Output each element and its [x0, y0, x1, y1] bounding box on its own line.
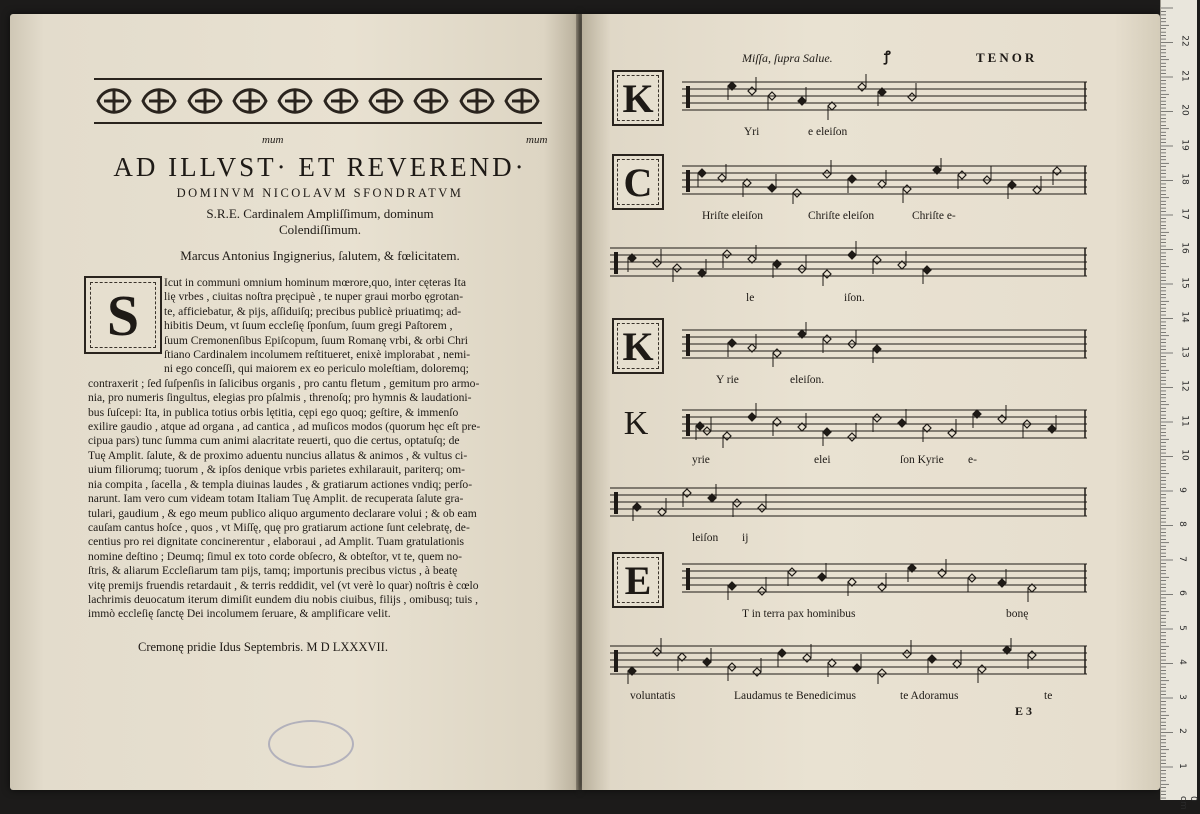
note-head — [848, 251, 856, 259]
lyric-text: Hriſte eleiſon — [702, 210, 763, 222]
note-head — [898, 419, 906, 427]
text-line: exilire gaudio , atque ad organa , ad cantica , ad muſicos modos (quorum hęc eſt pre- — [88, 420, 481, 434]
music-staff — [682, 158, 1087, 204]
note-head — [823, 335, 831, 343]
decorated-initial: C — [612, 154, 664, 210]
note-head — [673, 264, 681, 272]
ornament-icon — [275, 84, 315, 118]
note-head — [653, 259, 661, 267]
note-head — [768, 184, 776, 192]
note-head — [748, 413, 756, 421]
ruler-number: 14 — [1179, 311, 1190, 323]
open-book — [10, 14, 1160, 790]
text-line: bus ſuſcepi: Ita, in publica totius orbis lętitia, cępi ego quoq; geſtire, & immenſo — [88, 405, 459, 419]
note-head — [753, 668, 761, 676]
running-head: Miſſa, ſupra Salue. — [742, 51, 833, 65]
note-head — [878, 669, 886, 677]
note-head — [823, 428, 831, 436]
clef-mark — [686, 86, 690, 108]
ornament-icon — [502, 84, 542, 118]
lyric-text: Y rie — [716, 374, 739, 386]
note-head — [873, 345, 881, 353]
note-head — [848, 433, 856, 441]
ruler-number: 15 — [1179, 276, 1190, 289]
decorated-initial: K — [612, 318, 664, 374]
note-head — [758, 587, 766, 595]
clef-mark — [614, 252, 618, 274]
ruler-number: 16 — [1179, 242, 1190, 254]
text-line: uium filiorumq; tuorum , & ipſos denique vrbis parietes exhilarauit, pariterq; om- — [88, 463, 466, 477]
decorated-initial: K — [623, 405, 649, 442]
decorated-initial: E — [612, 552, 664, 608]
note-head — [1028, 651, 1036, 659]
note-head — [873, 256, 881, 264]
ruler-number: 10 — [1179, 449, 1190, 461]
music-staff — [682, 74, 1087, 120]
note-head — [633, 503, 641, 511]
text-line: contraxerit ; ſed ſuſpenſis in ſalicibus organis , pro cantu fletum , gemitum pro armo- — [88, 376, 480, 390]
ruler-number: 9 — [1176, 486, 1187, 493]
ruler-number: 11 — [1179, 414, 1190, 427]
clef-mark — [614, 492, 618, 514]
lyric-text: e- — [968, 454, 977, 466]
note-head — [698, 169, 706, 177]
ruler-number: 20 — [1179, 104, 1190, 116]
note-head — [823, 270, 831, 278]
page-title: AD ILLVST· ET REVEREND· — [113, 152, 527, 182]
text-line: nomine deſtino ; Deumq; ſimul ex toto corde obſecro, & obteſtor, vt te, quem no- — [88, 549, 463, 563]
note-head — [878, 583, 886, 591]
page-mark: ꝭ — [884, 50, 891, 65]
music-staff — [610, 480, 1087, 526]
note-head — [818, 573, 826, 581]
lyric-text: bonę — [1006, 608, 1029, 620]
lyric-text: T in terra pax hominibus — [742, 608, 856, 620]
text-line: ſtiano Cardinalem incolumem reſtitueret, enixè implorabat , nemi- — [164, 348, 471, 362]
ornament-icon — [185, 84, 225, 118]
music-staff — [682, 556, 1087, 602]
music-staff — [610, 240, 1087, 286]
ornament-icon — [230, 84, 270, 118]
note-head — [873, 414, 881, 422]
note-head — [1008, 181, 1016, 189]
lyric-text: te — [1044, 690, 1053, 702]
lyric-text: yrie — [692, 454, 710, 466]
right-page — [582, 14, 1160, 790]
ruler-number: 18 — [1179, 173, 1190, 185]
subtitle: Colendiſſimum. — [279, 222, 361, 237]
closing-date: Cremonę pridie Idus Septembris. M D LXXXVII. — [138, 640, 388, 654]
note-head — [923, 266, 931, 274]
ornament-icon — [411, 84, 451, 118]
ornament-icon — [139, 84, 179, 118]
note-head — [948, 429, 956, 437]
ruler-number: 12 — [1179, 380, 1190, 392]
note-head — [758, 504, 766, 512]
note-head — [653, 648, 661, 656]
lyric-text: Laudamus te Benedicimus — [734, 690, 856, 702]
lyric-text: Chriſte eleiſon — [808, 210, 875, 222]
ruler-number: 17 — [1179, 207, 1190, 220]
ruler-number: 2 — [1176, 728, 1187, 734]
note-head — [1053, 167, 1061, 175]
clef-mark — [686, 170, 690, 192]
clef-mark — [686, 568, 690, 590]
note-head — [728, 582, 736, 590]
clef-mark — [686, 414, 690, 436]
ornament-icon — [366, 84, 406, 118]
lyric-text: voluntatis — [630, 690, 676, 702]
text-line: ſtris, & aliarum Eccleſiarum tam pijs, tamq; importunis precibus victus , à beatę — [88, 564, 458, 578]
text-line: immò eccleſię ſanctę Dei incolumem ſeruare, & amplificare velit. — [88, 607, 391, 621]
text-line: cauſam cantus hoſce , quos , vt Miſſę, quę pro gratiarum actione ſunt celebratę, de- — [88, 520, 470, 534]
text-line: tulari, gaudium , & ego meum publico aliquo argumento declarare volui ; & ob eam — [88, 506, 477, 520]
note-head — [803, 654, 811, 662]
note-head — [958, 171, 966, 179]
text-line: nia, pro numeris ſingultus, elegias pro pſalmis , threnoſq; pro hymnis & laudationi- — [88, 391, 472, 405]
note-head — [696, 422, 704, 430]
ruler-number: 13 — [1179, 345, 1190, 358]
note-head — [908, 93, 916, 101]
note-head — [793, 189, 801, 197]
clef-mark — [614, 650, 618, 672]
subtitle: S.R.E. Cardinalem Ampliſſimum, dominum — [206, 206, 434, 221]
ruler-number: 22 — [1179, 35, 1190, 47]
text-line: nia compita , ſacella , & templa diuinas laudes , & gratiarum actiones vndiq; perſo- — [88, 477, 473, 491]
text-line: ſuum Cremonenſibus Epiſcopum, ſuum Romanę vrbi, & orbi Chri — [164, 333, 468, 347]
text-line: lachrimis deuocatum iterum dimiſit eundem diu nobis ciuibus, filijs , omibusq; tuis , — [88, 592, 478, 606]
decorated-initial: S — [84, 276, 162, 354]
ruler-number: 0 cm — [1178, 796, 1198, 810]
note-head — [858, 83, 866, 91]
text-line: vitę premijs fruendis retardauit , & terris reddidit, vel (vt verè lo quar) noſtris è cœlo — [88, 578, 479, 592]
note-head — [978, 665, 986, 673]
ruler-number: 6 — [1176, 590, 1187, 596]
note-head — [848, 175, 856, 183]
note-head — [998, 579, 1006, 587]
note-head — [773, 349, 781, 357]
lyric-text: iſon. — [844, 292, 865, 304]
lyric-text: Yri — [744, 126, 760, 138]
note-head — [723, 432, 731, 440]
ruler-number: 1 — [1176, 762, 1187, 769]
text-line: cipua pars) tunc ſumma cum animi alacritate reuerti, quo die certus, optatuſq; de — [88, 434, 460, 448]
library-stamp — [268, 720, 354, 768]
lyric-text: Chriſte e- — [912, 210, 956, 222]
note-head — [903, 650, 911, 658]
text-line: centius pro rei dignitate concinerentur , elaboraui , ad Amplit. Tuam gratulationis — [88, 535, 465, 549]
ornament-icon — [457, 84, 497, 118]
note-head — [798, 97, 806, 105]
note-head — [733, 499, 741, 507]
lyric-text: ſon Kyrie — [900, 454, 944, 466]
note-head — [683, 489, 691, 497]
note-head — [853, 664, 861, 672]
ornament-band — [94, 78, 542, 124]
ruler-number: 7 — [1176, 555, 1187, 562]
note-head — [928, 655, 936, 663]
superscript: mum — [526, 134, 548, 146]
superscript: mum — [262, 134, 284, 146]
note-head — [998, 415, 1006, 423]
lyric-text: e eleiſon — [808, 126, 848, 138]
text-line: narunt. Iam vero cum videam totam Italiam Tuę Amplit. de recuperata ſalute gra- — [88, 492, 464, 506]
ruler-number: 21 — [1179, 69, 1190, 82]
ornament-icon — [94, 84, 134, 118]
note-head — [773, 260, 781, 268]
lyric-text: le — [746, 292, 755, 304]
greeting: Marcus Antonius Ingignerius, ſalutem, & fœlicitatem. — [180, 248, 460, 263]
voice-part-label: TENOR — [976, 50, 1038, 65]
music-staff — [682, 402, 1087, 448]
text-line: te, afficiebatur, & pijs, aſſiduiſq; precibus publicè priuatimq; ad- — [164, 304, 462, 318]
ruler-number: 4 — [1176, 659, 1187, 665]
lyric-text: eleiſon. — [790, 374, 825, 386]
subtitle: DOMINVM NICOLAVM SFONDRATVM — [176, 186, 464, 200]
note-head — [723, 250, 731, 258]
ornament-icon — [321, 84, 361, 118]
music-staff — [682, 322, 1087, 368]
measuring-ruler — [1160, 0, 1198, 810]
text-line: Tuę Amplit. ſalute, & de proximo aduentu nuncius allatus & animos , & vultus ci- — [88, 448, 468, 462]
ruler-number: 5 — [1176, 624, 1187, 631]
text-line: hibitis Deum, vt ſuum eccleſię ſponſum, ſuum gregi Paſtorem , — [164, 319, 453, 333]
left-page — [10, 14, 578, 790]
lyric-text: te Adoramus — [900, 690, 959, 702]
ruler-number: 3 — [1176, 693, 1187, 700]
note-head — [938, 569, 946, 577]
note-head — [728, 339, 736, 347]
text-line: Icut in communi omnium hominum mœrore,quo, inter cęteras Ita — [164, 276, 467, 289]
lyric-text: leiſon — [692, 532, 719, 544]
note-head — [773, 418, 781, 426]
ruler-ticks — [1161, 0, 1197, 800]
ruler-number: 8 — [1176, 521, 1187, 527]
note-head — [788, 568, 796, 576]
note-head — [718, 174, 726, 182]
music-staff — [610, 638, 1087, 684]
decorated-initial: K — [612, 70, 664, 126]
note-head — [778, 649, 786, 657]
note-head — [1048, 425, 1056, 433]
ruler-number: 19 — [1179, 138, 1190, 151]
text-line: lię vrbes , ciuitas noſtra pręcipuè , te nuper graui morbo ęgrotan- — [164, 290, 464, 304]
clef-mark — [686, 334, 690, 356]
text-line: ni ego conceſſi, qui maiorem ex eo periculo moleſtiam, doloremq; — [164, 362, 469, 376]
lyric-text: elei — [814, 454, 831, 466]
note-head — [748, 87, 756, 95]
signature-mark: E 3 — [1015, 704, 1033, 718]
note-head — [903, 185, 911, 193]
note-head — [823, 170, 831, 178]
note-head — [703, 658, 711, 666]
lyric-text: ij — [742, 532, 749, 544]
